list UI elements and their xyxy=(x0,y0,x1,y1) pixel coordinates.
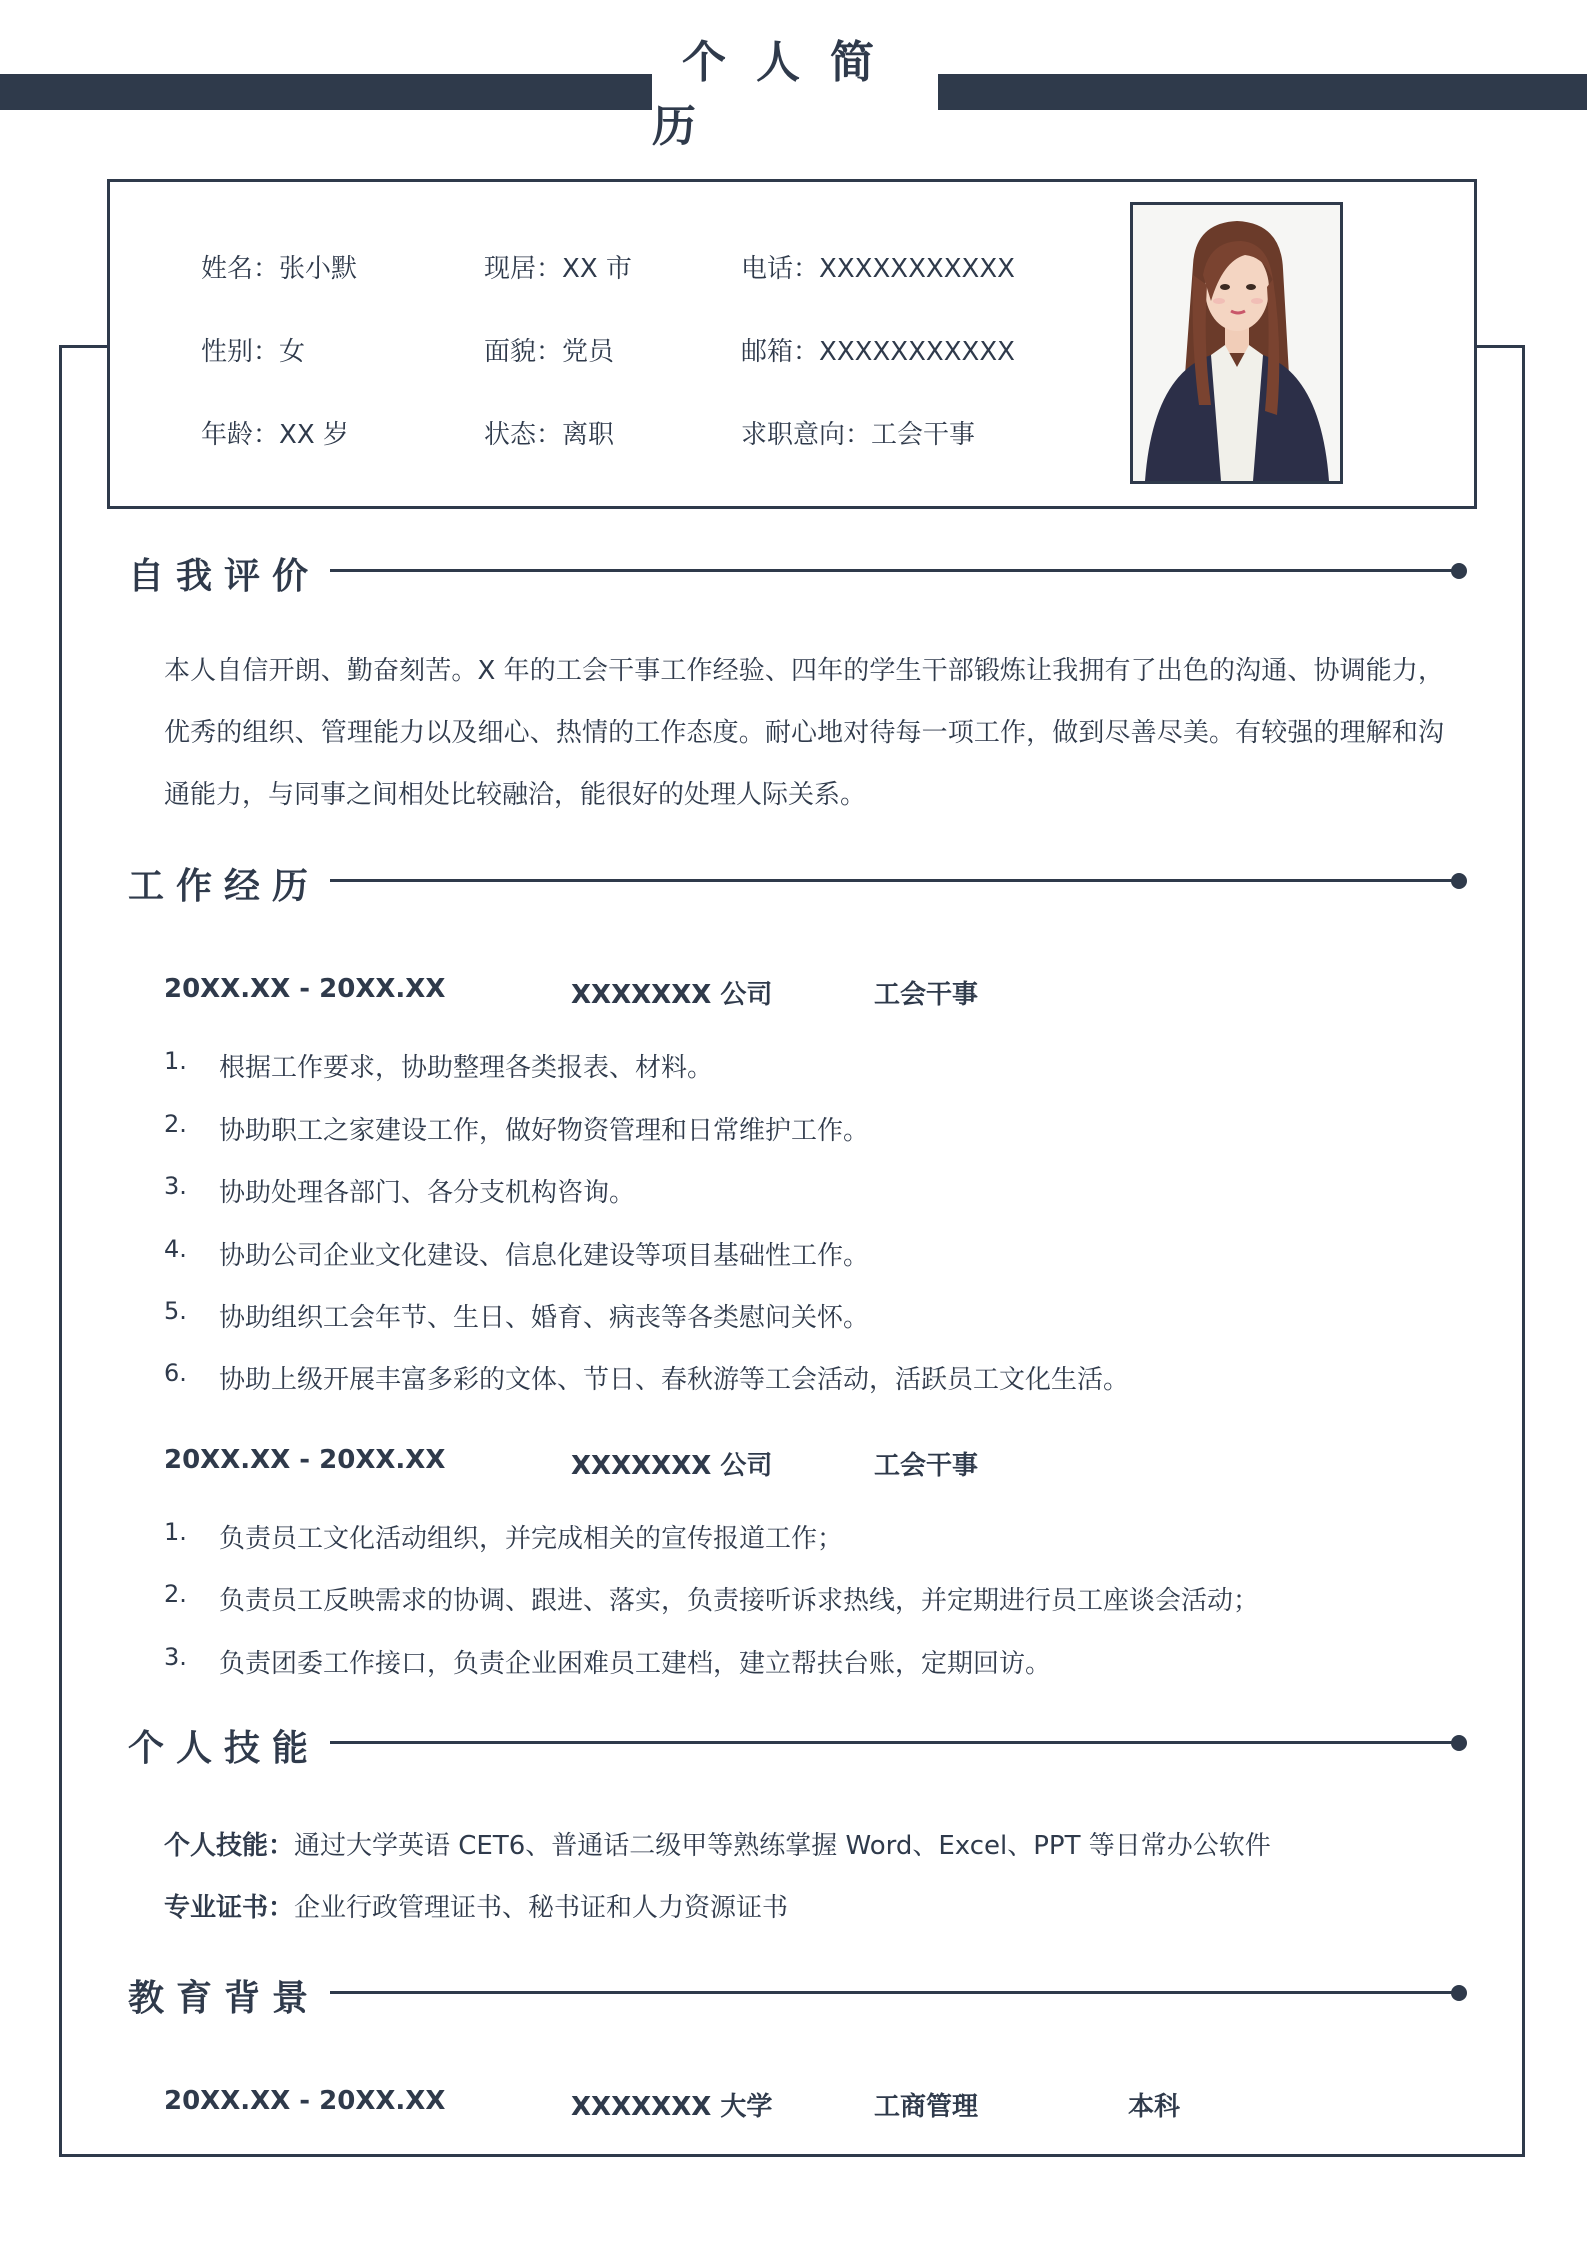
job-position: 工会干事 xyxy=(874,980,979,1010)
section-title-skills: 个人技能 xyxy=(128,1728,321,1769)
section-divider xyxy=(330,879,1460,882)
info-email: 邮箱：XXXXXXXXXXX xyxy=(741,337,1015,367)
title-bar-right xyxy=(938,74,1587,110)
section-divider-dot xyxy=(1451,563,1467,579)
job-company: XXXXXXX 公司 xyxy=(571,1451,773,1481)
section-divider-dot xyxy=(1451,1985,1467,2001)
info-city: 现居：XX 市 xyxy=(484,254,632,284)
job-period: 20XX.XX - 20XX.XX xyxy=(164,1445,446,1475)
info-politics: 面貌：党员 xyxy=(484,337,615,367)
job-period: 20XX.XX - 20XX.XX xyxy=(164,974,446,1004)
title-bar-left xyxy=(0,74,652,110)
education-degree: 本科 xyxy=(1128,2092,1181,2122)
info-phone: 电话：XXXXXXXXXXX xyxy=(741,254,1015,284)
page-title: 个人简历 xyxy=(652,37,904,152)
job-company: XXXXXXX 公司 xyxy=(571,980,773,1010)
section-title-education: 教育背景 xyxy=(128,1978,321,2019)
avatar xyxy=(1130,202,1343,484)
section-divider xyxy=(330,1991,1460,1994)
skill-line: 专业证书：企业行政管理证书、秘书证和人力资源证书 xyxy=(164,1893,789,1923)
self-evaluation-text: 本人自信开朗、勤奋刻苦。X 年的工会干事工作经验、四年的学生干部锻炼让我拥有了出色的沟通、协调能力，优秀的组织、管理能力以及细心、热情的工作态度。耐心地对待每一项工作，做到尽善尽美。有较强的理解和沟通能力，与同事之间相处比较融洽，能很好的处理人际关系。 xyxy=(164,656,1444,810)
portrait-illustration xyxy=(1133,205,1340,481)
job-position: 工会干事 xyxy=(874,1451,979,1481)
section-title-self: 自我评价 xyxy=(128,556,321,597)
section-divider xyxy=(330,569,1460,572)
education-school: XXXXXXX 大学 xyxy=(571,2092,773,2122)
skill-line: 个人技能：通过大学英语 CET6、普通话二级甲等熟练掌握 Word、Excel、PPT 等日常办公软件 xyxy=(164,1831,1271,1861)
section-divider-dot xyxy=(1451,873,1467,889)
info-intent: 求职意向：工会干事 xyxy=(741,420,976,450)
section-divider-dot xyxy=(1451,1735,1467,1751)
info-status: 状态：离职 xyxy=(484,420,615,450)
section-title-work: 工作经历 xyxy=(128,866,321,907)
section-divider xyxy=(330,1741,1460,1744)
education-major: 工商管理 xyxy=(874,2092,979,2122)
info-age: 年龄：XX 岁 xyxy=(201,420,349,450)
info-name: 姓名：张小默 xyxy=(201,254,358,284)
info-gender: 性别：女 xyxy=(201,337,306,367)
education-period: 20XX.XX - 20XX.XX xyxy=(164,2086,446,2116)
